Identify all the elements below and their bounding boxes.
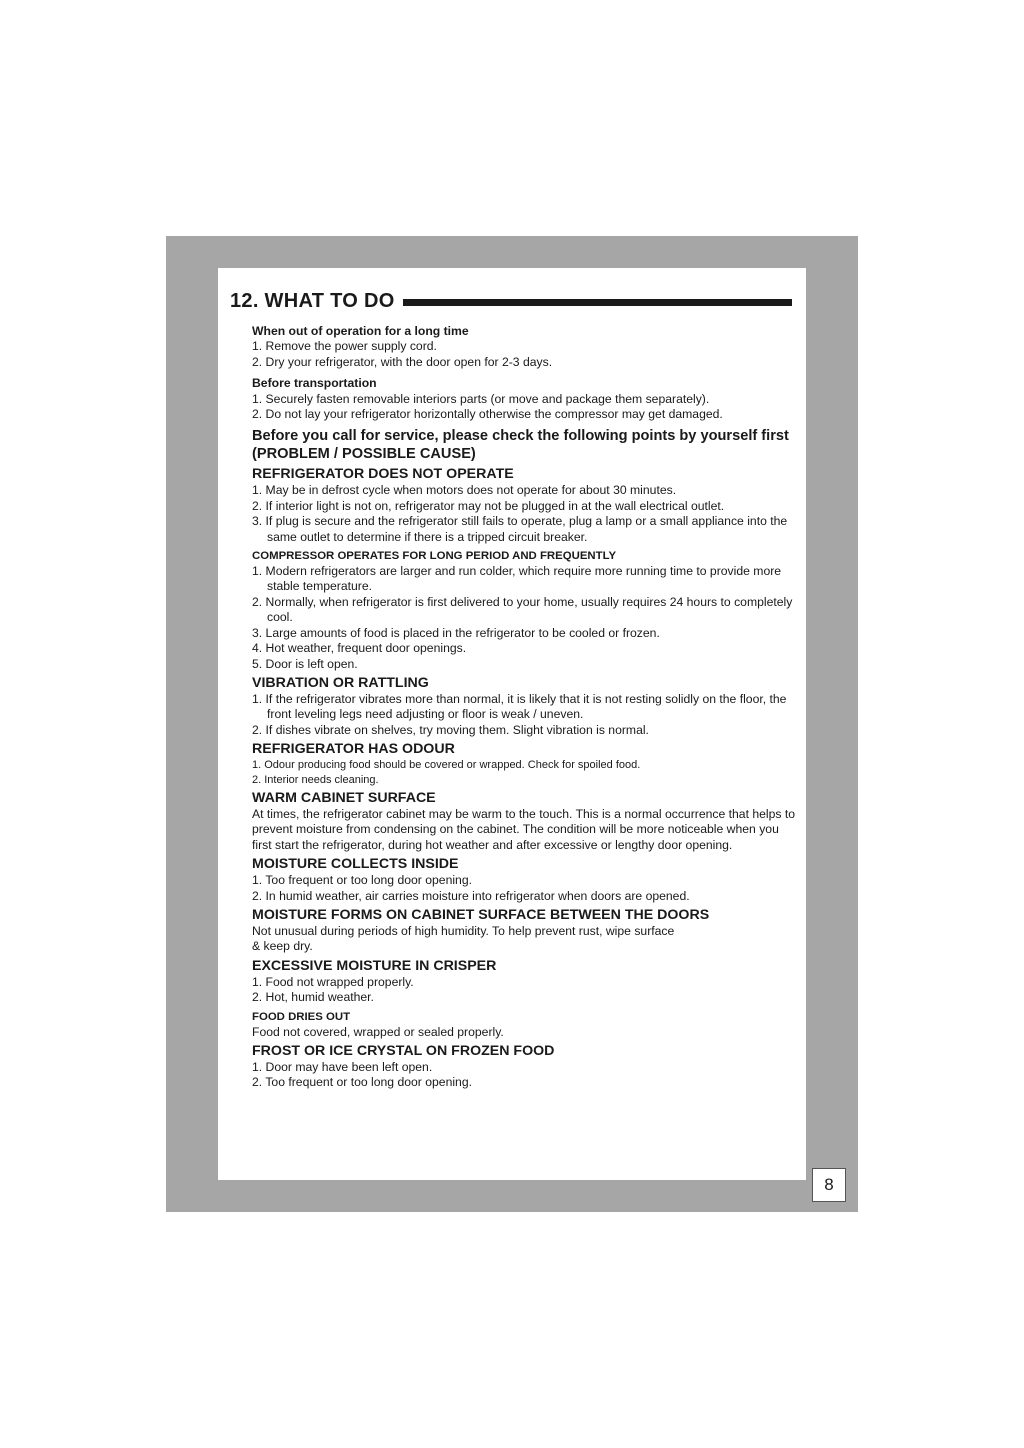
- moisture-inside-heading: MOISTURE COLLECTS INSIDE: [252, 856, 459, 873]
- warm-heading: WARM CABINET SURFACE: [252, 789, 436, 806]
- frost-heading: FROST OR ICE CRYSTAL ON FROZEN FOOD: [252, 1043, 555, 1059]
- list-item: 1. Securely fasten removable interiors parts (or move and package them separately).: [252, 391, 710, 406]
- list-item: 2. In humid weather, air carries moisture into refrigerator when doors are opened.: [252, 888, 690, 903]
- service-intro: Before you call for service, please check the following points by yourself first (PROBLEM / POSSIBLE CAUSE): [252, 428, 789, 462]
- list-item: 3. Large amounts of food is placed in the refrigerator to be cooled or frozen.: [252, 625, 660, 640]
- list-item: 2. Too frequent or too long door opening.: [252, 1075, 472, 1090]
- long-time-heading: When out of operation for a long time: [252, 324, 469, 338]
- transport-heading: Before transportation: [252, 376, 377, 391]
- odour-list: [252, 758, 797, 787]
- vibration-list: [252, 692, 797, 738]
- long-time-list: [252, 339, 797, 370]
- dries-out-text: Food not covered, wrapped or sealed properly.: [252, 1024, 504, 1039]
- list-item: 5. Door is left open.: [252, 656, 358, 671]
- list-item: 1. Too frequent or too long door opening.: [252, 873, 472, 888]
- transport-list: [252, 392, 797, 423]
- not-operate-heading: REFRIGERATOR DOES NOT OPERATE: [252, 466, 514, 483]
- list-item: 2. Do not lay your refrigerator horizontally otherwise the compressor may get damaged.: [252, 407, 723, 422]
- moisture-surface-heading: MOISTURE FORMS ON CABINET SURFACE BETWEEN THE DOORS: [252, 906, 710, 923]
- list-item: 1. Remove the power supply cord.: [252, 339, 437, 354]
- title-rule: [403, 299, 792, 306]
- list-item: 1. Odour producing food should be covered or wrapped. Check for spoiled food.: [252, 759, 641, 772]
- list-item: 4. Hot weather, frequent door openings.: [252, 641, 467, 656]
- list-item: 1. May be in defrost cycle when motors does not operate for about 30 minutes.: [252, 483, 677, 498]
- list-item: 1. Food not wrapped properly.: [252, 974, 414, 989]
- crisper-list: [252, 975, 797, 1006]
- odour-heading: REFRIGERATOR HAS ODOUR: [252, 741, 455, 758]
- list-item: 1. If the refrigerator vibrates more than normal, it is likely that it is not resting solidly on the floor, the front leveling legs need adjusting or floor is weak / uneven.: [252, 691, 787, 722]
- vibration-heading: VIBRATION OR RATTLING: [252, 674, 429, 691]
- compressor-list: [252, 564, 797, 672]
- moisture-surface-line: Not unusual during periods of high humidity. To help prevent rust, wipe surface: [252, 923, 675, 938]
- list-item: 2. Hot, humid weather.: [252, 990, 374, 1005]
- moisture-surface-line: & keep dry.: [252, 939, 313, 954]
- list-item: 2. If dishes vibrate on shelves, try moving them. Slight vibration is normal.: [252, 722, 649, 737]
- section-title: 12. WHAT TO DO: [230, 289, 395, 312]
- list-item: 1. Door may have been left open.: [252, 1060, 433, 1074]
- list-item: 2. Normally, when refrigerator is first delivered to your home, usually requires 24 hours to completely cool.: [252, 594, 793, 625]
- dries-out-heading: FOOD DRIES OUT: [252, 1010, 351, 1023]
- list-item: 2. Dry your refrigerator, with the door open for 2-3 days.: [252, 354, 553, 369]
- list-item: 2. Interior needs cleaning.: [252, 773, 379, 786]
- frost-list: [252, 1060, 797, 1091]
- list-item: 1. Modern refrigerators are larger and run colder, which require more running time to provide more stable temperature.: [252, 564, 782, 594]
- section-header: [230, 288, 792, 314]
- compressor-heading: COMPRESSOR OPERATES FOR LONG PERIOD AND FREQUENTLY: [252, 550, 617, 563]
- page-number: 8: [812, 1168, 846, 1202]
- list-item: 2. If interior light is not on, refrigerator may not be plugged in at the wall electrical outlet.: [252, 498, 725, 513]
- not-operate-list: [252, 483, 797, 545]
- list-item: 3. If plug is secure and the refrigerator still fails to operate, plug a lamp or a small appliance into the same outlet to determine if there is a tripped circuit breaker.: [252, 514, 788, 544]
- document-body: [252, 324, 797, 1091]
- moisture-inside-list: [252, 873, 797, 904]
- crisper-heading: EXCESSIVE MOISTURE IN CRISPER: [252, 957, 497, 974]
- warm-text: At times, the refrigerator cabinet may be warm to the touch. This is a normal occurrence that helps to prevent moisture from condensing on the cabinet. The condition will be more noticeable when you first start the refrigerator, during hot weather and after excessive or lengthy door opening.: [252, 806, 796, 852]
